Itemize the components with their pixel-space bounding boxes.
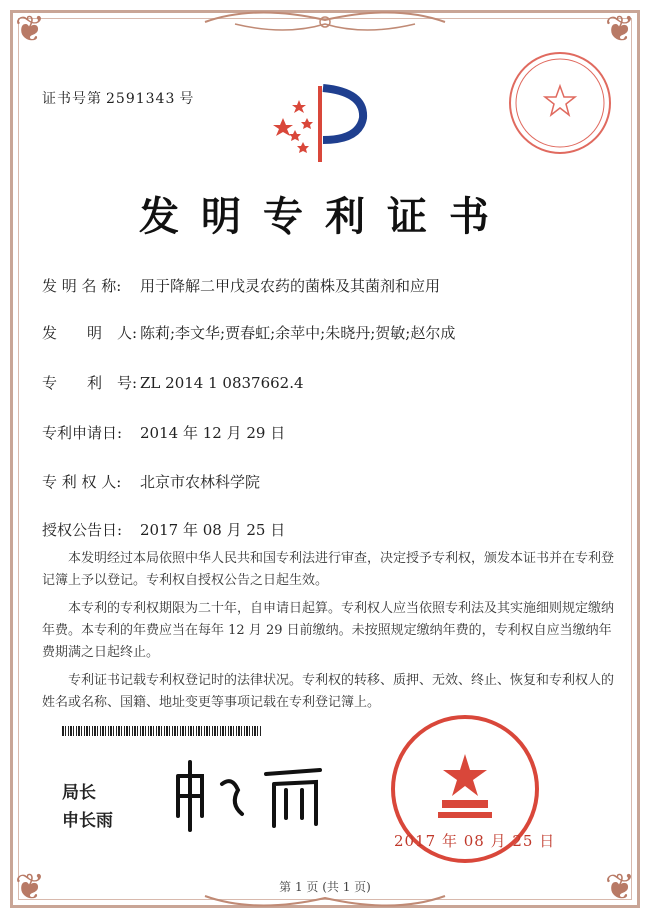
body-paragraph: 本发明经过本局依照中华人民共和国专利法进行审查，决定授予专利权，颁发本证书并在专利登记簿上予以登记。专利权自授权公告之日起生效。 <box>42 551 615 588</box>
patentee-field <box>42 471 260 492</box>
field-value: 2014 年 12 月 29 日 <box>140 424 286 442</box>
certificate-title: 发明专利证书 <box>139 193 511 240</box>
invention-name-field <box>42 275 440 296</box>
director-name: 申长雨 <box>62 811 113 831</box>
field-value: ZL 2014 1 0837662.4 <box>140 374 304 392</box>
patent-number-field <box>42 372 304 393</box>
field-label: 发 明 名 称: <box>42 277 122 295</box>
field-label: 专 利 权 人: <box>42 473 122 491</box>
corner-ornament-icon: ❦ <box>604 9 636 50</box>
field-value: 陈莉;李文华;贾春虹;余苹中;朱晓丹;贺敏;赵尔成 <box>140 324 456 342</box>
corner-ornament-icon: ❦ <box>14 867 46 908</box>
corner-ornament-icon: ❦ <box>604 867 636 908</box>
field-label: 发 明 人: <box>42 324 138 342</box>
seal-date: 2017 年 08 月 25 日 <box>394 832 556 850</box>
certificate-number-label: 证书号第 <box>42 91 102 107</box>
page-number: 第 1 页 (共 1 页) <box>279 880 371 894</box>
body-paragraph: 本专利的专利权期限为二十年，自申请日起算。专利权人应当依照专利法及其实施细则规定缴纳年费。本专利的年费应当在每年 12 月 29 日前缴纳。未按照规定缴纳年费的，专利权自应当缴纳年费期满之日起终止。 <box>42 601 615 660</box>
body-paragraph: 专利证书记载专利权登记时的法律状况。专利权的转移、质押、无效、终止、恢复和专利权人的姓名或名称、国籍、地址变更等事项记载在专利登记簿上。 <box>42 673 615 710</box>
barcode <box>62 726 262 736</box>
corner-ornament-icon: ❦ <box>14 9 46 50</box>
director-signature <box>170 756 330 836</box>
certificate-number-value: 2591343 <box>106 91 176 107</box>
field-value: 2017 年 08 月 25 日 <box>140 521 286 539</box>
application-date-field <box>42 422 285 443</box>
field-label: 专利申请日: <box>42 424 123 442</box>
patent-office-logo-icon <box>265 78 375 168</box>
field-label: 授权公告日: <box>42 521 123 539</box>
field-label: 专 利 号: <box>42 374 138 392</box>
field-value: 北京市农林科学院 <box>140 473 261 491</box>
certificate-number <box>42 88 198 108</box>
director-title: 局长 <box>62 783 96 803</box>
top-ornament-icon <box>195 4 455 40</box>
certificate-body <box>42 548 622 720</box>
field-value: 用于降解二甲戊灵农药的菌株及其菌剂和应用 <box>140 277 441 295</box>
inventors-field <box>42 322 455 343</box>
agency-stamp <box>505 48 615 158</box>
grant-date-field <box>42 519 285 540</box>
certificate-number-suffix: 号 <box>179 91 195 107</box>
